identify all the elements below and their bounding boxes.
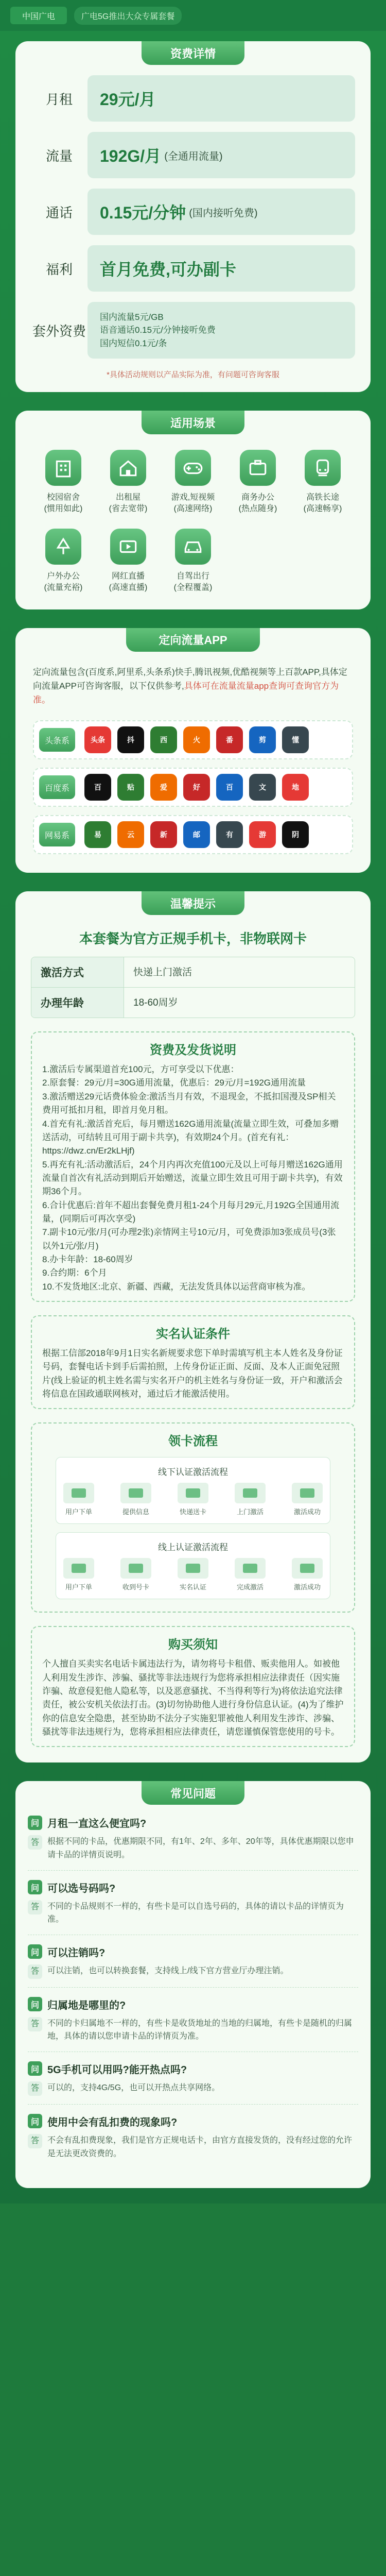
- app-icon[interactable]: 百: [216, 774, 243, 801]
- step-label: 上门激活: [236, 1508, 264, 1516]
- step-icon: [235, 1558, 266, 1579]
- package-tag: 资费详情: [142, 41, 244, 65]
- flow-step: [120, 1483, 151, 1516]
- step-label: 快递送卡: [179, 1508, 206, 1516]
- apps-intro-text: 定向流量包含(百度系,阿里系,头条系)快手,腾讯视频,优酷视频等上百款APP,具体定向流量APP可咨询客服，以下仅供参考,: [33, 667, 347, 691]
- extra-line: 国内流量5元/GB: [100, 312, 164, 322]
- app-group-badge: 网易系: [39, 823, 75, 846]
- apps-intro: [15, 652, 371, 713]
- question-mark-icon: 问: [28, 2061, 42, 2076]
- extra-line: 语音通话0.15元/分钟接听免费: [100, 325, 216, 335]
- realname-box: [31, 1315, 355, 1409]
- scenes-tag: 适用场景: [142, 411, 244, 434]
- faq-item: [28, 1944, 358, 1988]
- answer-mark-icon: 答: [28, 1835, 42, 1850]
- flow-panel: [56, 1532, 330, 1599]
- faq-question-text: 5G手机可以用吗?能开热点吗?: [47, 2064, 187, 2076]
- faq-answer-text: 可以注销，也可以转换套餐，支持线上/线下官方营业厅办理注销。: [47, 1966, 289, 1975]
- flow-step: [178, 1558, 208, 1591]
- package-row-label: 套外资费: [32, 323, 86, 339]
- app-icon[interactable]: 地: [282, 774, 309, 801]
- question-mark-icon: 问: [28, 1997, 42, 2011]
- table-value: 18-60周岁: [133, 997, 178, 1009]
- step-label: 用户下单: [65, 1583, 92, 1591]
- scene-label: 高铁长途 (高速畅享): [303, 493, 342, 514]
- dorm-icon: [45, 450, 81, 486]
- app-groups: [15, 720, 371, 854]
- faq-item: [28, 2061, 358, 2105]
- faq-question-text: 月租一直这么便宜吗?: [47, 1818, 147, 1830]
- app-icon[interactable]: 阴: [282, 821, 309, 848]
- faq-question-text: 使用中会有乱扣费的现象吗?: [47, 2116, 178, 2128]
- flow-panel-title: 线下认证激活流程: [158, 1467, 228, 1478]
- faq-question[interactable]: [28, 1880, 358, 1895]
- scene-item: [96, 450, 161, 515]
- faq-tag: 常见问题: [142, 1781, 244, 1805]
- app-group-row: [33, 768, 353, 807]
- rules-box: [31, 1031, 355, 1302]
- app-icon[interactable]: 好: [183, 774, 210, 801]
- faq-question[interactable]: [28, 2061, 358, 2076]
- step-label: 激活成功: [293, 1508, 321, 1516]
- faq-question[interactable]: [28, 1944, 358, 1959]
- app-icon[interactable]: 文: [249, 774, 276, 801]
- step-label: 用户下单: [65, 1508, 92, 1516]
- question-mark-icon: 问: [28, 2114, 42, 2128]
- package-row-value: [87, 75, 355, 122]
- scene-label: 网红直播 (高速直播): [109, 571, 148, 592]
- step-label: 完成激活: [236, 1583, 264, 1591]
- package-value-sub: (全通用流量): [164, 150, 223, 162]
- top-banner-note: 广电5G推出大众专属套餐: [74, 7, 182, 25]
- step-icon: [120, 1483, 151, 1503]
- top-bar: [0, 0, 386, 31]
- package-row: [31, 132, 355, 178]
- scene-label: 商务办公 (热点随身): [238, 493, 277, 514]
- flow-step: [235, 1558, 266, 1591]
- gamepad-icon: [175, 450, 211, 486]
- scene-item: [31, 529, 96, 594]
- package-row-extra: [31, 302, 355, 359]
- answer-mark-icon: 答: [28, 2017, 42, 2031]
- step-icon: [292, 1483, 323, 1503]
- app-icon[interactable]: 头条: [84, 726, 111, 753]
- realname-text: 根据工信部2018年9月1日实名新规要求您下单时需填写机主本人姓名及身份证号码，套餐电话卡到手后需拍照，上传身份证正面、反面、及本人正面免冠照片(线上验证的机主姓名需与实名开户的机主姓名与身份证一致，开户和激活会将信息在国政通联网核对，通过后才能激活使用。: [42, 1348, 343, 1399]
- app-icon[interactable]: 云: [117, 821, 144, 848]
- faq-question[interactable]: [28, 2114, 358, 2129]
- step-icon: [235, 1483, 266, 1503]
- package-row-value: [87, 189, 355, 235]
- package-row: [31, 245, 355, 292]
- warn-text: 个人擅自买卖实名电话卡属违法行为，请勿将号卡租借、贩卖他用人。如被他人利用发生涉诈、涉骗、骚扰等非法违规行为您将承担相应法律责任（因实施诈骗、故意侵犯他人隐私等，以及恶意骚扰、不当得利等行为)将依法追究法律责任，被公安机关依法打击。(3)切勿协助他人进行身份信息认证。(4)为了维护你的信息安全隐患，甚至协助不法分子实施犯罪被他人利用发生涉诈、涉骗、骚扰等非法违规行为，您将承担相应法律责任，请您谨慎保管您使用的号卡。: [42, 1659, 344, 1737]
- warn-box: [31, 1626, 355, 1747]
- extra-line: 国内短信0.1元/条: [100, 338, 167, 348]
- flow-step: [235, 1483, 266, 1516]
- faq-answer-text: 不会有乱扣费现象，我们是官方正规电话卡，由官方直接发货的，没有经过您的允许是无法更改资费的。: [47, 2136, 353, 2158]
- brand-logo: 中国广电: [10, 7, 67, 24]
- answer-mark-icon: 答: [28, 2081, 42, 2096]
- scene-item: [225, 450, 290, 515]
- question-mark-icon: 问: [28, 1816, 42, 1830]
- faq-item: [28, 1997, 358, 2052]
- apps-intro-highlight: 具体可在流量流量app查询可查询官方为准。: [33, 681, 339, 705]
- flow-steps: [63, 1558, 323, 1591]
- app-icon[interactable]: 有: [216, 821, 243, 848]
- step-label: 实名认证: [179, 1583, 206, 1591]
- step-icon: [120, 1558, 151, 1579]
- question-mark-icon: 问: [28, 1944, 42, 1959]
- package-note: *具体活动规则以产品实际为准，有问题可咨询客服: [107, 370, 279, 379]
- package-value-text: 首月免费,可办副卡: [100, 260, 236, 279]
- info-title: 本套餐为官方正规手机卡，非物联网卡: [79, 931, 307, 947]
- scene-item: [96, 529, 161, 594]
- app-group-badge: 百度系: [39, 775, 75, 799]
- package-row-label: 福利: [45, 261, 73, 277]
- step-icon: [178, 1483, 208, 1503]
- live-video-icon: [110, 529, 146, 565]
- flow-title: 领卡流程: [168, 1434, 218, 1449]
- flow-panel-title: 线上认证激活流程: [158, 1543, 228, 1553]
- table-key: 激活方式: [31, 957, 124, 987]
- rules-text: 1.激活后专属渠道首充100元，方可享受以下优惠： 2.原套餐：29元/月=30G通用流量，优惠后：29元/月=192G通用流量 3.激活赠送29元话费体验金:激活当月有效，不退现金，不抵扣国漫及SP相关费用可抵扣月租，即首月免月租。 4.首充有礼:激活首充后，每月赠送162G通用流量(流量立即生效，可叠加多赠送活动，可结转且可用于副卡共享)，有效期24个月。(首充有礼：https://dwz.cn/Er2kLHjf) 5.再充有礼:活动激活后，24个月内再次充值100元及以上可每月赠送162G通用流量自首次有礼活动到期后开始赠送，流量立即生效且可用于副卡共享)，有效期36个月。 6.合计优惠后:首年不超出套餐免费月租1-24个月每月29元,月192G全国通用流量，(同期后可再次享受) 7.副卡10元/张/月(可办理2张)亲情网主号10元/月，可免费添加3张成员号(3张以外1元/张/月) 8.办卡年龄：18-60周岁 9.合约期：6个月 10.不发货地区:北京、新疆、西藏，无法发货具体以运营商审核为准。: [42, 1064, 343, 1292]
- faq-answer: [28, 1964, 358, 1979]
- app-icon[interactable]: 游: [249, 821, 276, 848]
- faq-answer: [28, 2134, 358, 2160]
- app-icon[interactable]: 贴: [117, 774, 144, 801]
- info-tag: 温馨提示: [142, 891, 244, 915]
- app-icon[interactable]: 易: [84, 821, 111, 848]
- package-value-sub: (国内接听免费): [189, 207, 258, 219]
- answer-mark-icon: 答: [28, 1964, 42, 1979]
- faq-answer-text: 根据不同的卡品，优惠期限不同，有1年、2年、多年、20年等，具体优惠期限以您申请卡品的详情页说明。: [47, 1837, 354, 1859]
- faq-item: [28, 1880, 358, 1935]
- app-icon[interactable]: 火: [183, 726, 210, 753]
- flow-step: [120, 1558, 151, 1591]
- package-row: [31, 75, 355, 122]
- app-group-row: [33, 720, 353, 759]
- scenes-card: [15, 411, 371, 609]
- answer-mark-icon: 答: [28, 2134, 42, 2148]
- faq-question-text: 归属地是哪里的?: [47, 1999, 126, 2011]
- package-row-label: 通话: [45, 205, 73, 221]
- app-icon[interactable]: 西: [150, 726, 177, 753]
- package-row-value: [87, 245, 355, 292]
- table-row: [31, 957, 355, 988]
- table-value: 快递上门激活: [133, 967, 192, 978]
- info-card: [15, 891, 371, 1762]
- package-row-value: [87, 132, 355, 178]
- faq-item: [28, 1815, 358, 1870]
- app-icon[interactable]: 抖: [117, 726, 144, 753]
- package-row-label: 月租: [45, 91, 73, 107]
- scene-label: 自驾出行 (全程覆盖): [173, 571, 213, 592]
- package-card: [15, 41, 371, 392]
- apps-tag: 定向流量APP: [126, 628, 260, 652]
- warn-title: 购买须知: [168, 1638, 218, 1652]
- app-group-row: [33, 815, 353, 854]
- faq-card: [15, 1781, 371, 2188]
- flow-step: [292, 1558, 323, 1591]
- app-icon[interactable]: 剪: [249, 726, 276, 753]
- faq-answer: [28, 2017, 358, 2043]
- step-icon: [63, 1558, 94, 1579]
- tree-icon: [45, 529, 81, 565]
- faq-answer: [28, 1900, 358, 1926]
- scenes-grid: [15, 434, 371, 599]
- faq-answer-text: 可以的，支持4G/5G，也可以开热点共享网络。: [47, 2083, 220, 2092]
- train-icon: [305, 450, 341, 486]
- apps-card: [15, 628, 371, 873]
- scene-label: 校园宿舍 (惯用如此): [44, 493, 83, 514]
- scene-item: [161, 450, 225, 515]
- package-value-text: 29元/月: [100, 90, 156, 109]
- question-mark-icon: 问: [28, 1880, 42, 1894]
- flow-box: [31, 1422, 355, 1613]
- faq-answer: [28, 1835, 358, 1861]
- briefcase-icon: [240, 450, 276, 486]
- step-icon: [178, 1558, 208, 1579]
- flow-panel: [56, 1457, 330, 1524]
- app-icon[interactable]: 新: [150, 821, 177, 848]
- package-row-label: 流量: [45, 148, 73, 164]
- flow-steps: [63, 1483, 323, 1516]
- faq-answer-text: 不同的卡归属地不一样的，有些卡是收货地址的当地的归属地，有些卡是随机的归属地，具体的请以您申请卡品的详情页为准。: [47, 2019, 353, 2041]
- app-icon[interactable]: 懂: [282, 726, 309, 753]
- faq-question-text: 可以注销吗?: [47, 1947, 106, 1959]
- faq-question[interactable]: [28, 1997, 358, 2012]
- flow-step: [63, 1483, 94, 1516]
- step-label: 激活成功: [293, 1583, 321, 1591]
- package-value-text: 0.15元/分钟: [100, 204, 186, 222]
- step-label: 收到号卡: [122, 1583, 149, 1591]
- faq-answer-text: 不同的卡品规则不一样的，有些卡是可以自选号码的，具体的请以卡品的详情页为准。: [47, 1902, 344, 1924]
- app-icon[interactable]: 邮: [183, 821, 210, 848]
- rules-title: 资费及发货说明: [150, 1043, 236, 1058]
- info-table: [31, 957, 355, 1018]
- table-row: [31, 988, 355, 1018]
- scene-item: [161, 529, 225, 594]
- table-key: 办理年龄: [31, 988, 124, 1018]
- scene-item: [290, 450, 355, 515]
- flow-step: [292, 1483, 323, 1516]
- step-icon: [63, 1483, 94, 1503]
- scene-label: 游戏,短视频 (高速网络): [171, 493, 215, 514]
- app-icon[interactable]: 爱: [150, 774, 177, 801]
- step-icon: [292, 1558, 323, 1579]
- scene-label: 户外办公 (流量充裕): [44, 571, 83, 592]
- answer-mark-icon: 答: [28, 1900, 42, 1914]
- faq-answer: [28, 2081, 358, 2096]
- flow-step: [63, 1558, 94, 1591]
- package-value-text: 192G/月: [100, 147, 162, 165]
- scene-label: 出租屋 (省去宽带): [109, 493, 148, 514]
- app-icon[interactable]: 百: [84, 774, 111, 801]
- realname-title: 实名认证条件: [156, 1327, 230, 1341]
- scene-item: [31, 450, 96, 515]
- package-extra-lines: [87, 302, 355, 359]
- package-rows: [15, 65, 371, 392]
- app-icon[interactable]: 番: [216, 726, 243, 753]
- faq-list: [15, 1805, 371, 2188]
- app-group-badge: 头条系: [39, 728, 75, 752]
- faq-item: [28, 2114, 358, 2168]
- step-label: 提供信息: [122, 1508, 149, 1516]
- flows: [42, 1457, 344, 1599]
- rental-icon: [110, 450, 146, 486]
- package-row: [31, 189, 355, 235]
- faq-question[interactable]: [28, 1815, 358, 1830]
- car-icon: [175, 529, 211, 565]
- flow-step: [178, 1483, 208, 1516]
- faq-question-text: 可以选号码吗?: [47, 1883, 116, 1894]
